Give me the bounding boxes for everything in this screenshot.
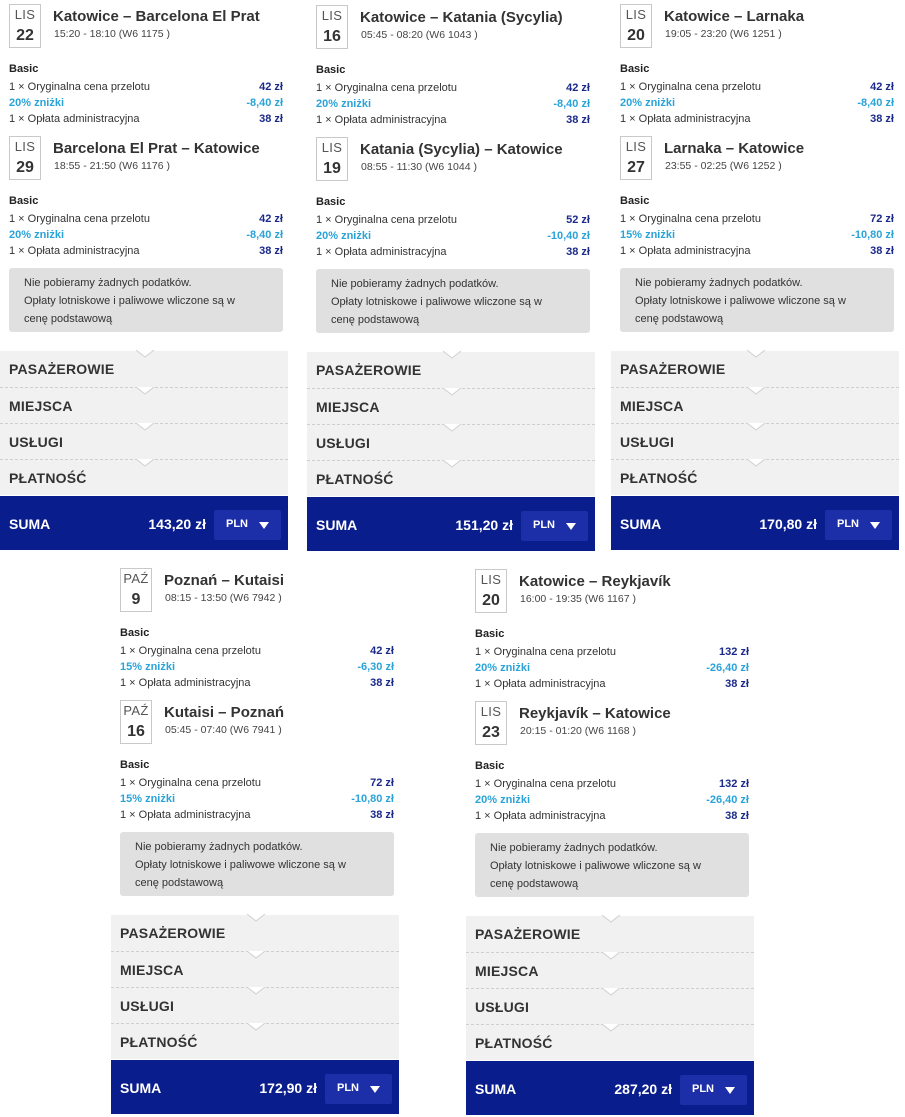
fare-row-original xyxy=(316,212,590,228)
accordion-payment[interactable] xyxy=(466,1024,754,1060)
flight-times: 23:55 - 02:25 (W6 1252 ) xyxy=(665,160,782,172)
accordion-label: MIEJSCA xyxy=(120,962,184,978)
fare-row-admin-fee xyxy=(316,112,590,128)
note-line: Opłaty lotniskowe i paliwowe wliczone są w xyxy=(490,860,701,872)
accordion-label: USŁUGI xyxy=(120,998,175,1014)
booking-summary-card xyxy=(307,1,597,553)
currency-select[interactable] xyxy=(825,510,892,540)
fare-row-value: 38 zł xyxy=(259,113,283,125)
chevron-down-icon xyxy=(246,914,266,922)
fare-row-label: 1 × Opłata administracyjna xyxy=(475,810,606,822)
chevron-down-icon xyxy=(135,387,155,395)
date-month: LIS xyxy=(321,140,343,155)
flight-route: Katowice – Katania (Sycylia) xyxy=(360,9,563,26)
total-amount: 143,20 zł xyxy=(148,516,206,532)
fare-row-discount xyxy=(120,791,394,807)
date-day: 27 xyxy=(627,159,645,176)
fare-row-label: 1 × Oryginalna cena przelotu xyxy=(316,82,457,94)
date-month: LIS xyxy=(480,704,502,719)
currency-select[interactable] xyxy=(214,510,281,540)
fare-row-value: 132 zł xyxy=(719,646,749,658)
flight-times: 19:05 - 23:20 (W6 1251 ) xyxy=(665,28,782,40)
accordion-seats[interactable] xyxy=(111,951,399,987)
fare-row-label: 15% zniżki xyxy=(120,793,176,805)
date-badge xyxy=(9,4,41,48)
flight-header xyxy=(111,564,401,626)
total-label: SUMA xyxy=(9,516,51,532)
fare-row-value: 38 zł xyxy=(566,246,590,258)
flight-times: 08:15 - 13:50 (W6 7942 ) xyxy=(165,592,282,604)
accordion-services[interactable] xyxy=(111,987,399,1023)
fare-row-original xyxy=(9,211,283,227)
flight-route: Katowice – Reykjavík xyxy=(519,573,671,590)
accordion-services[interactable] xyxy=(611,423,899,459)
fare-row-original xyxy=(620,211,894,227)
note-line: Opłaty lotniskowe i paliwowe wliczone są w xyxy=(135,859,346,871)
booking-summary-card xyxy=(466,565,756,1117)
fare-breakdown xyxy=(466,759,756,829)
booking-summary-card xyxy=(111,564,401,1116)
accordion-passengers[interactable] xyxy=(466,916,754,952)
fare-row-value: 38 zł xyxy=(370,677,394,689)
date-month: LIS xyxy=(480,572,502,587)
fare-row-value: 38 zł xyxy=(725,810,749,822)
currency-value: PLN xyxy=(533,519,555,531)
currency-select[interactable] xyxy=(521,511,588,541)
fare-row-value: 42 zł xyxy=(259,213,283,225)
flight-times: 16:00 - 19:35 (W6 1167 ) xyxy=(520,593,636,605)
total-amount: 172,90 zł xyxy=(259,1080,317,1096)
accordion-label: USŁUGI xyxy=(9,434,64,450)
fare-row-label: 20% zniżki xyxy=(9,229,65,241)
accordion-label: USŁUGI xyxy=(475,999,530,1015)
fare-row-label: 15% zniżki xyxy=(120,661,176,673)
fare-row-admin-fee xyxy=(316,244,590,260)
chevron-down-icon xyxy=(442,388,462,396)
fare-breakdown xyxy=(0,62,290,132)
date-day: 16 xyxy=(323,28,341,45)
chevron-down-icon xyxy=(746,350,766,358)
total-label: SUMA xyxy=(316,517,358,533)
total-label: SUMA xyxy=(475,1081,517,1097)
chevron-down-icon xyxy=(246,1023,266,1031)
tax-info-note xyxy=(316,269,590,333)
booking-summary-card xyxy=(0,0,290,552)
accordion-label: MIEJSCA xyxy=(620,398,684,414)
fare-row-value: 42 zł xyxy=(870,81,894,93)
fare-breakdown xyxy=(0,194,290,264)
date-badge xyxy=(9,136,41,180)
fare-row-value: -8,40 zł xyxy=(246,97,283,109)
fare-class: Basic xyxy=(620,63,650,75)
date-day: 23 xyxy=(482,724,500,741)
flight-route: Katowice – Larnaka xyxy=(664,8,805,25)
fare-row-value: 42 zł xyxy=(259,81,283,93)
date-day: 19 xyxy=(323,160,341,177)
fare-row-label: 1 × Opłata administracyjna xyxy=(620,113,751,125)
fare-row-label: 1 × Opłata administracyjna xyxy=(475,678,606,690)
caret-down-icon xyxy=(370,1086,380,1093)
total-label: SUMA xyxy=(120,1080,162,1096)
caret-down-icon xyxy=(870,522,880,529)
chevron-down-icon xyxy=(442,460,462,468)
date-badge xyxy=(120,700,152,744)
fare-row-original xyxy=(620,79,894,95)
fare-row-label: 20% zniżki xyxy=(9,97,65,109)
date-month: LIS xyxy=(14,7,36,22)
flight-times: 05:45 - 07:40 (W6 7941 ) xyxy=(165,724,282,736)
flight-header xyxy=(307,133,597,195)
accordion-label: PŁATNOŚĆ xyxy=(475,1035,553,1051)
fare-row-label: 20% zniżki xyxy=(316,230,372,242)
fare-row-value: -6,30 zł xyxy=(357,661,394,673)
date-day: 9 xyxy=(131,591,141,608)
date-day: 16 xyxy=(127,723,145,740)
chevron-down-icon xyxy=(135,423,155,431)
note-line: Nie pobieramy żadnych podatków. xyxy=(24,277,192,289)
fare-row-discount xyxy=(620,227,894,243)
fare-class: Basic xyxy=(475,760,505,772)
flight-times: 08:55 - 11:30 (W6 1044 ) xyxy=(361,161,477,173)
flight-times: 05:45 - 08:20 (W6 1043 ) xyxy=(361,29,478,41)
chevron-down-icon xyxy=(135,350,155,358)
fare-row-value: 38 zł xyxy=(370,809,394,821)
fare-row-label: 1 × Opłata administracyjna xyxy=(316,246,447,258)
fare-row-original xyxy=(316,80,590,96)
accordion-label: USŁUGI xyxy=(316,435,371,451)
total-amount: 151,20 zł xyxy=(455,517,513,533)
fare-row-label: 1 × Opłata administracyjna xyxy=(9,245,140,257)
flight-header xyxy=(0,132,290,194)
accordion-passengers[interactable] xyxy=(611,351,899,387)
fare-row-value: 52 zł xyxy=(566,214,590,226)
flight-route: Reykjavík – Katowice xyxy=(519,705,671,722)
accordion-payment[interactable] xyxy=(611,459,899,495)
fare-row-label: 20% zniżki xyxy=(475,794,531,806)
chevron-down-icon xyxy=(246,951,266,959)
note-line: Opłaty lotniskowe i paliwowe wliczone są w xyxy=(635,295,846,307)
fare-row-label: 1 × Opłata administracyjna xyxy=(316,114,447,126)
fare-row-value: -10,40 zł xyxy=(547,230,590,242)
flight-header xyxy=(611,0,901,62)
tax-info-note xyxy=(475,833,749,897)
accordion-label: PASAŻEROWIE xyxy=(620,361,726,377)
fare-row-label: 20% zniżki xyxy=(620,97,676,109)
fare-row-value: -10,80 zł xyxy=(351,793,394,805)
caret-down-icon xyxy=(566,523,576,530)
date-month: LIS xyxy=(321,8,343,23)
currency-select[interactable] xyxy=(325,1074,392,1104)
chevron-down-icon xyxy=(601,988,621,996)
fare-row-label: 1 × Oryginalna cena przelotu xyxy=(9,213,150,225)
caret-down-icon xyxy=(725,1087,735,1094)
date-month: PAŹ xyxy=(123,703,149,718)
booking-summary-card xyxy=(611,0,901,552)
currency-value: PLN xyxy=(837,518,859,530)
fare-row-label: 1 × Oryginalna cena przelotu xyxy=(120,645,261,657)
currency-value: PLN xyxy=(226,518,248,530)
date-month: LIS xyxy=(14,139,36,154)
accordion-payment[interactable] xyxy=(111,1023,399,1059)
fare-class: Basic xyxy=(9,195,39,207)
tax-info-note xyxy=(120,832,394,896)
fare-row-value: 72 zł xyxy=(870,213,894,225)
date-day: 22 xyxy=(16,27,34,44)
fare-row-label: 1 × Opłata administracyjna xyxy=(120,809,251,821)
note-line: Nie pobieramy żadnych podatków. xyxy=(490,842,658,854)
fare-row-value: 42 zł xyxy=(370,645,394,657)
fare-row-value: -26,40 zł xyxy=(706,662,749,674)
flight-route: Larnaka – Katowice xyxy=(664,140,805,157)
chevron-down-icon xyxy=(601,915,621,923)
date-badge xyxy=(620,4,652,48)
chevron-down-icon xyxy=(746,387,766,395)
chevron-down-icon xyxy=(442,351,462,359)
fare-breakdown xyxy=(307,195,597,265)
flight-header xyxy=(307,1,597,63)
total-bar xyxy=(0,496,288,550)
accordion-label: USŁUGI xyxy=(620,434,675,450)
note-line: cenę podstawową xyxy=(331,314,420,326)
date-badge xyxy=(620,136,652,180)
fare-breakdown xyxy=(466,627,756,697)
date-badge xyxy=(475,569,507,613)
fare-class: Basic xyxy=(120,627,150,639)
fare-row-value: -10,80 zł xyxy=(851,229,894,241)
fare-row-discount xyxy=(316,228,590,244)
note-line: Nie pobieramy żadnych podatków. xyxy=(635,277,803,289)
date-day: 20 xyxy=(482,592,500,609)
fare-row-label: 1 × Oryginalna cena przelotu xyxy=(475,646,616,658)
fare-breakdown xyxy=(611,62,901,132)
fare-row-admin-fee xyxy=(475,808,749,824)
accordion-label: PŁATNOŚĆ xyxy=(620,470,698,486)
fare-row-admin-fee xyxy=(475,676,749,692)
summary-accordion xyxy=(307,352,595,496)
flight-times: 18:55 - 21:50 (W6 1176 ) xyxy=(54,160,170,172)
accordion-passengers[interactable] xyxy=(111,915,399,951)
accordion-passengers[interactable] xyxy=(0,351,288,387)
fare-row-value: 38 zł xyxy=(259,245,283,257)
total-bar xyxy=(466,1061,754,1115)
fare-row-admin-fee xyxy=(9,243,283,259)
currency-value: PLN xyxy=(692,1083,714,1095)
tax-info-note xyxy=(620,268,894,332)
accordion-label: PŁATNOŚĆ xyxy=(120,1034,198,1050)
fare-row-label: 1 × Opłata administracyjna xyxy=(620,245,751,257)
fare-row-discount xyxy=(475,660,749,676)
date-badge xyxy=(120,568,152,612)
fare-row-discount xyxy=(620,95,894,111)
flight-header xyxy=(466,565,756,627)
fare-row-admin-fee xyxy=(120,807,394,823)
flight-header xyxy=(0,0,290,62)
flight-route: Katania (Sycylia) – Katowice xyxy=(360,141,563,158)
fare-row-label: 15% zniżki xyxy=(620,229,676,241)
fare-row-label: 1 × Oryginalna cena przelotu xyxy=(316,214,457,226)
fare-row-value: 42 zł xyxy=(566,82,590,94)
fare-breakdown xyxy=(111,626,401,696)
date-month: LIS xyxy=(625,7,647,22)
accordion-label: PASAŻEROWIE xyxy=(475,926,581,942)
fare-class: Basic xyxy=(120,759,150,771)
fare-breakdown xyxy=(111,758,401,828)
date-month: LIS xyxy=(625,139,647,154)
accordion-passengers[interactable] xyxy=(307,352,595,388)
accordion-label: PASAŻEROWIE xyxy=(9,361,115,377)
fare-row-discount xyxy=(316,96,590,112)
chevron-down-icon xyxy=(135,459,155,467)
accordion-label: MIEJSCA xyxy=(316,399,380,415)
fare-row-label: 1 × Oryginalna cena przelotu xyxy=(620,213,761,225)
chevron-down-icon xyxy=(746,423,766,431)
fare-row-label: 1 × Opłata administracyjna xyxy=(9,113,140,125)
date-day: 29 xyxy=(16,159,34,176)
accordion-services[interactable] xyxy=(0,423,288,459)
accordion-services[interactable] xyxy=(466,988,754,1024)
summary-accordion xyxy=(111,915,399,1059)
fare-class: Basic xyxy=(316,64,346,76)
fare-row-value: 132 zł xyxy=(719,778,749,790)
accordion-label: PASAŻEROWIE xyxy=(120,925,226,941)
flight-route: Kutaisi – Poznań xyxy=(164,704,285,721)
fare-row-original xyxy=(9,79,283,95)
total-bar xyxy=(111,1060,399,1114)
fare-class: Basic xyxy=(316,196,346,208)
chevron-down-icon xyxy=(246,987,266,995)
note-line: Opłaty lotniskowe i paliwowe wliczone są w xyxy=(331,296,542,308)
accordion-payment[interactable] xyxy=(0,459,288,495)
fare-row-discount xyxy=(475,792,749,808)
note-line: Opłaty lotniskowe i paliwowe wliczone są w xyxy=(24,295,235,307)
total-bar xyxy=(611,496,899,550)
fare-row-original xyxy=(475,776,749,792)
chevron-down-icon xyxy=(746,459,766,467)
date-badge xyxy=(316,5,348,49)
fare-row-discount xyxy=(9,95,283,111)
fare-row-admin-fee xyxy=(620,243,894,259)
accordion-payment[interactable] xyxy=(307,460,595,496)
fare-row-original xyxy=(475,644,749,660)
accordion-services[interactable] xyxy=(307,424,595,460)
chevron-down-icon xyxy=(442,424,462,432)
tax-info-note xyxy=(9,268,283,332)
total-amount: 287,20 zł xyxy=(614,1081,672,1097)
flight-header xyxy=(611,132,901,194)
fare-row-value: -8,40 zł xyxy=(246,229,283,241)
fare-breakdown xyxy=(611,194,901,264)
accordion-seats[interactable] xyxy=(0,387,288,423)
fare-row-original xyxy=(120,643,394,659)
note-line: cenę podstawową xyxy=(490,878,579,890)
date-month: PAŹ xyxy=(123,571,149,586)
fare-row-value: -26,40 zł xyxy=(706,794,749,806)
fare-row-label: 1 × Oryginalna cena przelotu xyxy=(475,778,616,790)
fare-row-value: 38 zł xyxy=(870,113,894,125)
date-badge xyxy=(475,701,507,745)
fare-row-label: 20% zniżki xyxy=(316,98,372,110)
accordion-label: MIEJSCA xyxy=(475,963,539,979)
flight-header xyxy=(111,696,401,758)
caret-down-icon xyxy=(259,522,269,529)
fare-row-label: 1 × Oryginalna cena przelotu xyxy=(9,81,150,93)
accordion-seats[interactable] xyxy=(611,387,899,423)
total-amount: 170,80 zł xyxy=(759,516,817,532)
accordion-label: PŁATNOŚĆ xyxy=(9,470,87,486)
total-bar xyxy=(307,497,595,551)
summary-accordion xyxy=(611,351,899,495)
accordion-seats[interactable] xyxy=(466,952,754,988)
note-line: cenę podstawową xyxy=(135,877,224,889)
flight-route: Katowice – Barcelona El Prat xyxy=(53,8,260,25)
note-line: Nie pobieramy żadnych podatków. xyxy=(135,841,303,853)
note-line: Nie pobieramy żadnych podatków. xyxy=(331,278,499,290)
flight-route: Poznań – Kutaisi xyxy=(164,572,285,589)
note-line: cenę podstawową xyxy=(635,313,724,325)
fare-row-original xyxy=(120,775,394,791)
total-label: SUMA xyxy=(620,516,662,532)
note-line: cenę podstawową xyxy=(24,313,113,325)
fare-row-value: -8,40 zł xyxy=(857,97,894,109)
flight-route: Barcelona El Prat – Katowice xyxy=(53,140,260,157)
flight-times: 15:20 - 18:10 (W6 1175 ) xyxy=(54,28,170,40)
fare-class: Basic xyxy=(620,195,650,207)
date-day: 20 xyxy=(627,27,645,44)
fare-row-value: 38 zł xyxy=(725,678,749,690)
currency-select[interactable] xyxy=(680,1075,747,1105)
fare-row-label: 1 × Opłata administracyjna xyxy=(120,677,251,689)
fare-row-admin-fee xyxy=(120,675,394,691)
fare-row-discount xyxy=(9,227,283,243)
fare-row-value: 38 zł xyxy=(870,245,894,257)
accordion-label: MIEJSCA xyxy=(9,398,73,414)
fare-breakdown xyxy=(307,63,597,133)
fare-row-value: 72 zł xyxy=(370,777,394,789)
fare-row-admin-fee xyxy=(620,111,894,127)
fare-row-label: 1 × Oryginalna cena przelotu xyxy=(120,777,261,789)
currency-value: PLN xyxy=(337,1082,359,1094)
flight-times: 20:15 - 01:20 (W6 1168 ) xyxy=(520,725,636,737)
fare-class: Basic xyxy=(475,628,505,640)
chevron-down-icon xyxy=(601,1024,621,1032)
accordion-label: PASAŻEROWIE xyxy=(316,362,422,378)
accordion-seats[interactable] xyxy=(307,388,595,424)
summary-accordion xyxy=(0,351,288,495)
fare-row-discount xyxy=(120,659,394,675)
accordion-label: PŁATNOŚĆ xyxy=(316,471,394,487)
fare-row-admin-fee xyxy=(9,111,283,127)
fare-row-value: -8,40 zł xyxy=(553,98,590,110)
fare-row-label: 20% zniżki xyxy=(475,662,531,674)
fare-row-label: 1 × Oryginalna cena przelotu xyxy=(620,81,761,93)
date-badge xyxy=(316,137,348,181)
chevron-down-icon xyxy=(601,952,621,960)
summary-accordion xyxy=(466,916,754,1060)
flight-header xyxy=(466,697,756,759)
fare-class: Basic xyxy=(9,63,39,75)
fare-row-value: 38 zł xyxy=(566,114,590,126)
